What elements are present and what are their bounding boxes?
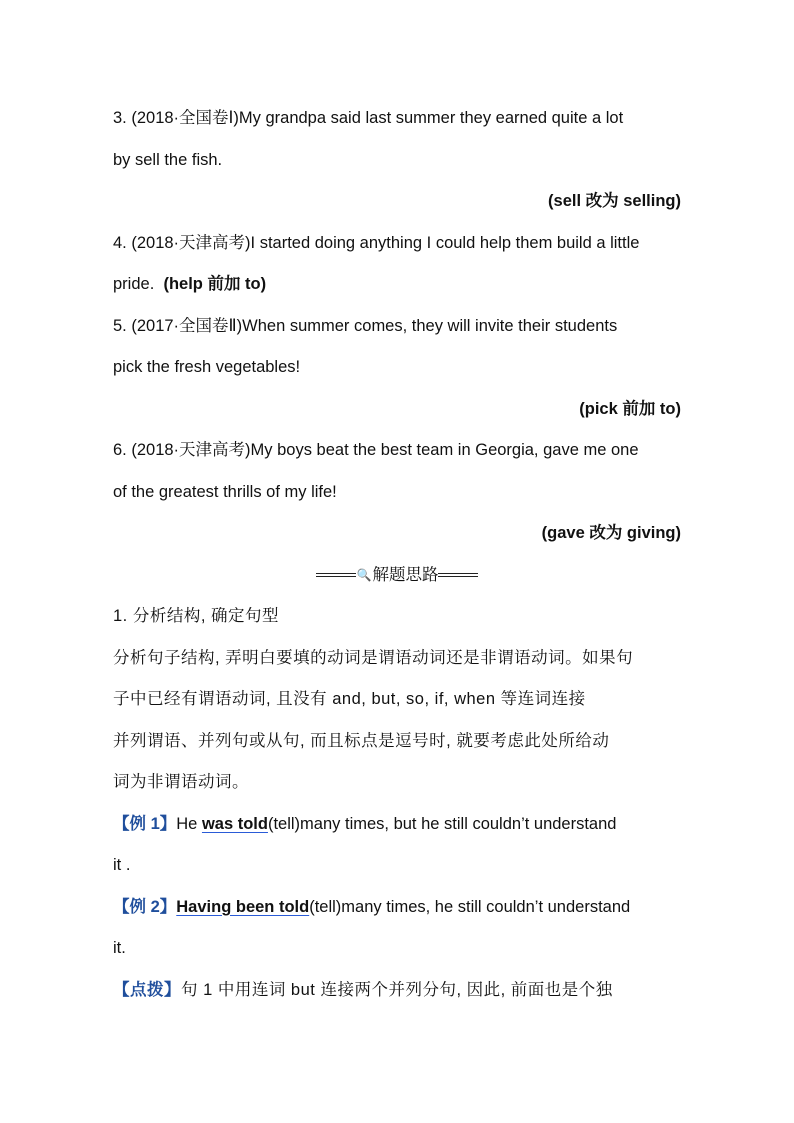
paragraph-line-1: 分析句子结构, 弄明白要填的动词是谓语动词还是非谓语动词。如果句 [113, 648, 634, 667]
item-5-line-1: 5. (2017·全国卷Ⅱ)When summer comes, they will invite their students [113, 316, 618, 335]
paragraph-line-2: 子中已经有谓语动词, 且没有 and, but, so, if, when 等连词连接 [113, 690, 586, 708]
example-1-cont: it . [113, 856, 131, 874]
example-2-rest: (tell)many times, he still couldn’t understand [309, 897, 631, 916]
item-6-answer: (gave 改为 giving) [541, 524, 681, 542]
step-1-title: 1. 分析结构, 确定句型 [113, 607, 280, 625]
document-body [113, 98, 681, 1011]
example-1-rest: (tell)many times, but he still couldn’t understand [267, 814, 617, 833]
example-2-cont: it. [113, 939, 126, 957]
example-2-answer: Having been told [176, 897, 310, 916]
item-5-line-2: pick the fresh vegetables! [113, 358, 301, 376]
item-4-line-1: 4. (2018·天津高考)I started doing anything I could help them build a little [113, 233, 640, 252]
heading-rule-left [316, 573, 356, 577]
heading-rule-right [438, 573, 478, 577]
example-1-answer: was told [201, 814, 268, 833]
item-3-answer: (sell 改为 selling) [548, 192, 681, 210]
item-4-line-2 [113, 264, 681, 306]
item-4-answer: (help 前加 to) [163, 275, 267, 293]
section-heading-text: 解题思路 [372, 565, 439, 584]
item-6-line-2: of the greatest thrills of my life! [113, 482, 337, 501]
item-6-line-1: 6. (2018·天津高考)My boys beat the best team in Georgia, gave me one [113, 441, 639, 459]
note [113, 970, 681, 1012]
note-label: 【点拨】 [113, 980, 181, 999]
example-2-label: 【例 2】 [113, 897, 177, 916]
paragraph-line-4: 词为非谓语动词。 [113, 773, 249, 791]
example-2 [113, 887, 681, 929]
paragraph-line-3: 并列谓语、并列句或从句, 而且标点是逗号时, 就要考虑此处所给动 [113, 731, 610, 750]
item-4-line-2-text: pride. [113, 275, 155, 293]
example-1-label: 【例 1】 [113, 814, 177, 833]
section-heading [113, 555, 681, 597]
item-3-line-1: 3. (2018·全国卷Ⅰ)My grandpa said last summer they earned quite a lot [113, 109, 624, 127]
example-1-pre: He [176, 814, 202, 833]
example-1 [113, 804, 681, 846]
item-3-line-2: by sell the fish. [113, 150, 223, 169]
item-5-answer: (pick 前加 to) [579, 399, 681, 418]
note-text: 句 1 中用连词 but 连接两个并列分句, 因此, 前面也是个独 [181, 980, 613, 999]
magnifier-icon: 🔍 [356, 567, 372, 582]
